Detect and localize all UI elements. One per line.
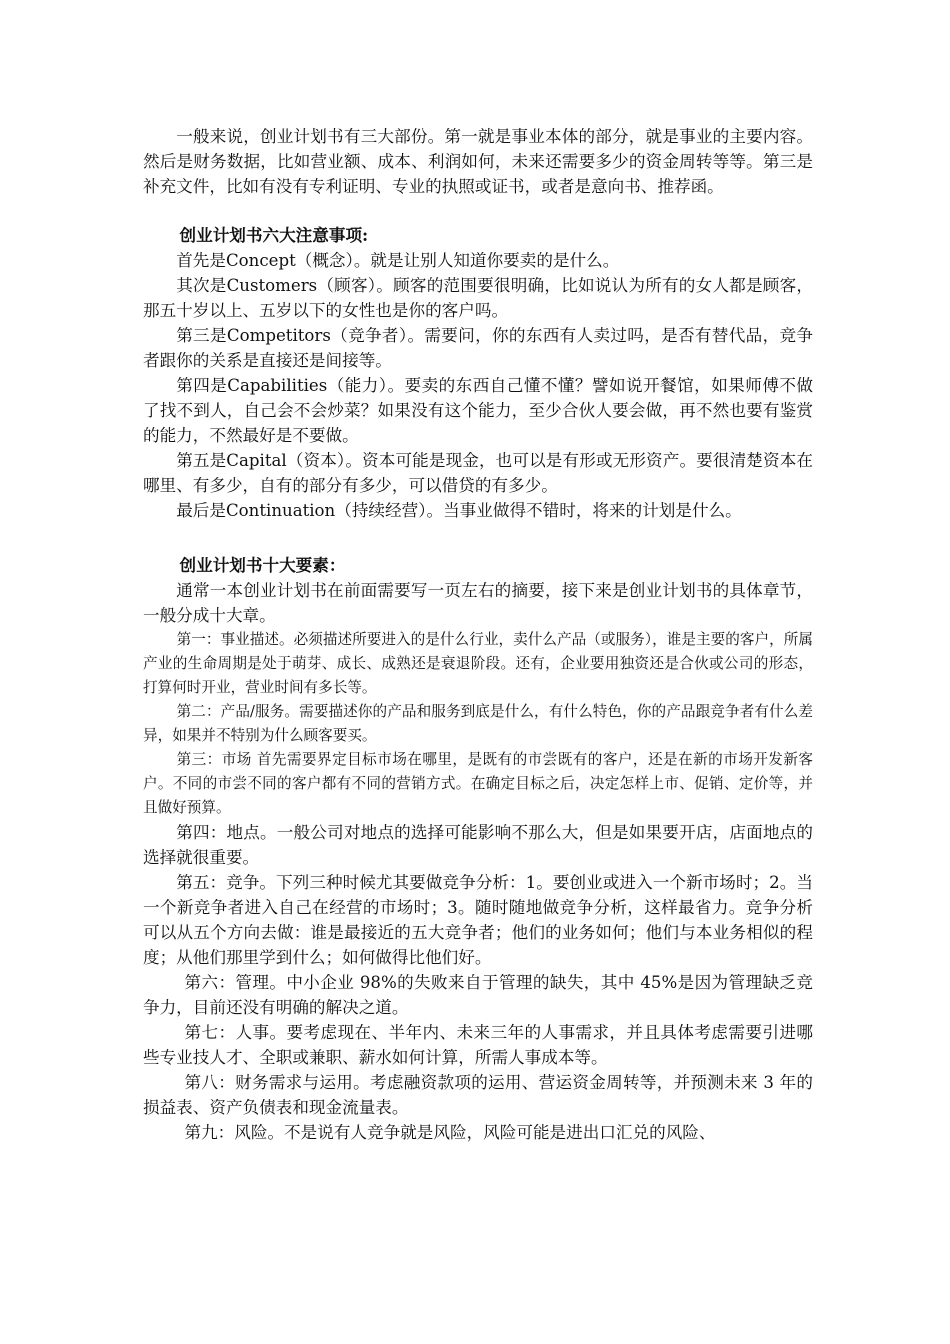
note-item-competitors: 第三是Competitors（竞争者）。需要问，你的东西有人卖过吗，是否有替代品，竞争者跟你的关系是直接还是间接等。 — [143, 326, 813, 370]
element-item-market: 第三：市场 首先需要界定目标市场在哪里，是既有的市尝既有的客户，还是在新的市场开发新客户。不同的市尝不同的客户都有不同的营销方式。在确定目标之后，决定怎样上市、促销、定价等，并且做好预算。 — [143, 751, 813, 816]
element-item-finance: 第八：财务需求与运用。考虑融资款项的运用、营运资金周转等，并预测未来 3 年的损益表、资产负债表和现金流量表。 — [143, 1073, 813, 1117]
element-item-personnel: 第七：人事。要考虑现在、半年内、未来三年的人事需求，并且具体考虑需要引进哪些专业技人才、全职或兼职、薪水如何计算，所需人事成本等。 — [143, 1023, 813, 1067]
intro-paragraph: 一般来说，创业计划书有三大部份。第一就是事业本体的部分，就是事业的主要内容。然后是财务数据，比如营业额、成本、利润如何，未来还需要多少的资金周转等等。第三是补充文件，比如有没有专利证明、专业的执照或证书，或者是意向书、推荐函。 — [143, 127, 813, 196]
note-item-capital: 第五是Capital（资本）。资本可能是现金，也可以是有形或无形资产。要很清楚资本在哪里、有多少，自有的部分有多少，可以借贷的有多少。 — [143, 451, 813, 495]
element-item-competition: 第五：竞争。下列三种时候尤其要做竞争分析：1。要创业或进入一个新市场时；2。当一个新竞争者进入自己在经营的市场时；3。随时随地做竞争分析，这样最省力。竞争分析可以从五个方向去做：谁是最接近的五大竞争者；他们的业务如何；他们与本业务相似的程度；从他们那里学到什么；如何做得比他们好。 — [143, 873, 813, 967]
element-item-management: 第六：管理。中小企业 98%的失败来自于管理的缺失，其中 45%是因为管理缺乏竞争力，目前还没有明确的解决之道。 — [143, 973, 813, 1017]
note-item-customers: 其次是Customers（顾客）。顾客的范围要很明确，比如说认为所有的女人都是顾客，那五十岁以上、五岁以下的女性也是你的客户吗。 — [143, 276, 813, 320]
note-item-continuation: 最后是Continuation（持续经营）。当事业做得不错时，将来的计划是什么。 — [176, 501, 742, 520]
section-heading-six-notes: 创业计划书六大注意事项: — [179, 225, 369, 245]
note-item-capabilities: 第四是Capabilities（能力）。要卖的东西自己懂不懂？譬如说开餐馆，如果师傅不做了找不到人，自己会不会炒菜？如果没有这个能力，至少合伙人要会做，再不然也要有鉴赏的能力，不然最好是不要做。 — [143, 376, 813, 445]
section-heading-ten-elements: 创业计划书十大要素： — [179, 555, 346, 575]
element-item-location: 第四：地点。一般公司对地点的选择可能影响不那么大，但是如果要开店，店面地点的选择就很重要。 — [143, 823, 813, 867]
note-item-concept: 首先是Concept（概念）。就是让别人知道你要卖的是什么。 — [176, 251, 620, 270]
element-item-business: 第一：事业描述。必须描述所要进入的是什么行业，卖什么产品（或服务），谁是主要的客户，所属产业的生命周期是处于萌芽、成长、成熟还是衰退阶段。还有，企业要用独资还是合伙或公司的形态，打算何时开业，营业时间有多长等。 — [143, 631, 813, 696]
element-item-product: 第二：产品/服务。需要描述你的产品和服务到底是什么，有什么特色，你的产品跟竞争者有什么差异，如果并不特别为什么顾客要买。 — [143, 703, 813, 744]
ten-elements-intro: 通常一本创业计划书在前面需要写一页左右的摘要，接下来是创业计划书的具体章节，一般分成十大章。 — [143, 581, 813, 625]
document-body — [143, 124, 813, 1145]
element-item-risk: 第九：风险。不是说有人竞争就是风险，风险可能是进出口汇兑的风险、 — [184, 1123, 716, 1142]
